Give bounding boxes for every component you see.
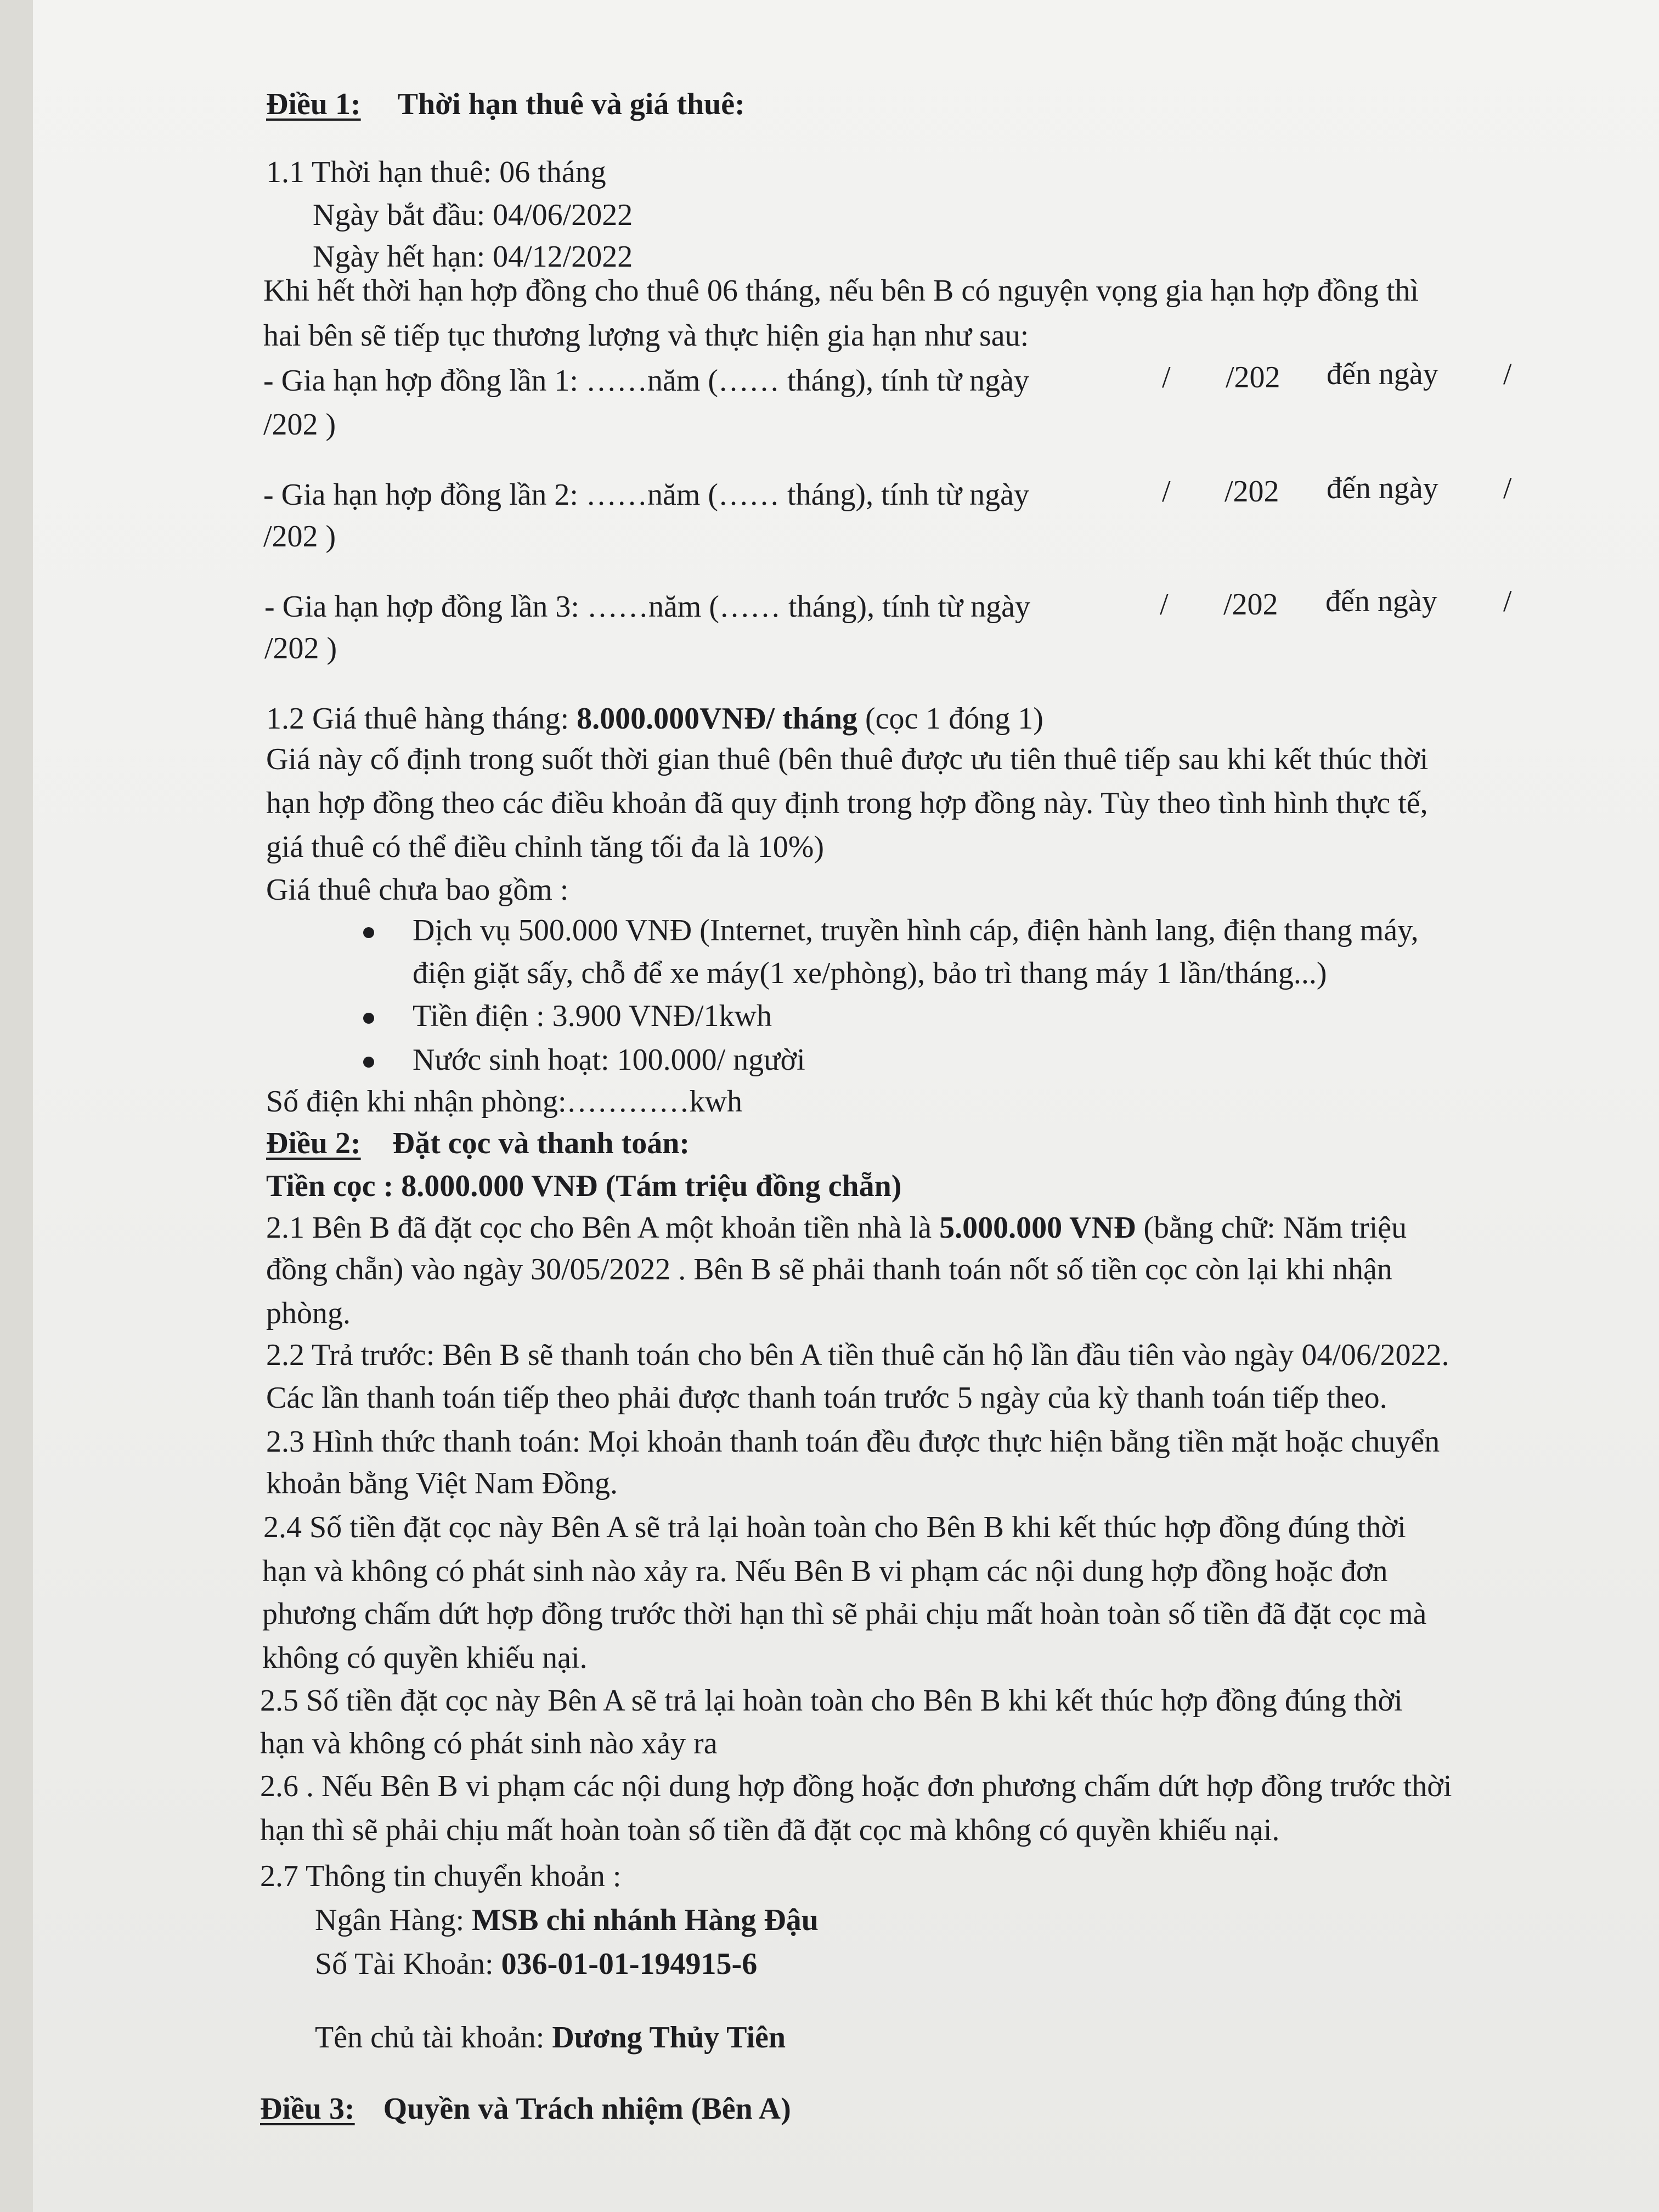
renewal-2-to-label: đến ngày: [1327, 471, 1438, 505]
renewal-3-to-label: đến ngày: [1325, 584, 1437, 618]
article-1-heading: [266, 87, 745, 122]
renewal-1-year: /202: [1226, 360, 1280, 394]
clause-2-1-text-end: (bằng chữ: Năm triệu: [1136, 1211, 1407, 1245]
clause-2-4-line-1: 2.4 Số tiền đặt cọc này Bên A sẽ trả lại hoàn toàn cho Bên B khi kết thúc hợp đồng đúng thời: [263, 1510, 1406, 1544]
clause-2-5-line-1: 2.5 Số tiền đặt cọc này Bên A sẽ trả lại hoàn toàn cho Bên B khi kết thúc hợp đồng đúng thời: [260, 1684, 1403, 1718]
renewal-1-to-label: đến ngày: [1327, 357, 1438, 391]
fixed-price-line-3: giá thuê có thể điều chỉnh tăng tối đa là 10%): [266, 830, 825, 864]
article-1-number: Điều 1:: [266, 87, 361, 121]
rental-term: 1.1 Thời hạn thuê: 06 tháng: [266, 155, 606, 189]
clause-2-1-line-3: phòng.: [266, 1296, 351, 1330]
clause-2-1-text: 2.1 Bên B đã đặt cọc cho Bên A một khoản tiền nhà là: [266, 1211, 940, 1245]
account-number: [315, 1946, 757, 1982]
renewal-1-tail: /202 ): [263, 408, 336, 442]
renewal-3-text: - Gia hạn hợp đồng lần 3: ……năm (…… tháng), tính từ ngày: [264, 590, 1030, 624]
account-label: Số Tài Khoản:: [315, 1947, 501, 1981]
renewal-intro-line-2: hai bên sẽ tiếp tục thương lượng và thực hiện gia hạn như sau:: [263, 319, 1029, 353]
article-1-title: Thời hạn thuê và giá thuê:: [397, 87, 745, 121]
deposit-total: Tiền cọc : 8.000.000 VNĐ (Tám triệu đồng chẵn): [266, 1169, 902, 1203]
article-2-number: Điều 2:: [266, 1126, 361, 1160]
article-2-title: Đặt cọc và thanh toán:: [392, 1126, 690, 1160]
article-3-heading: [260, 2091, 791, 2126]
clause-2-6-line-1: 2.6 . Nếu Bên B vi phạm các nội dung hợp đồng hoặc đơn phương chấm dứt hợp đồng trước thời: [260, 1769, 1452, 1803]
monthly-price: [266, 701, 1043, 736]
holder-value: Dương Thủy Tiên: [552, 2021, 786, 2055]
clause-2-1-line-2: đồng chẵn) vào ngày 30/05/2022 . Bên B sẽ phải thanh toán nốt số tiền cọc còn lại khi nhận: [266, 1252, 1392, 1286]
start-date: Ngày bắt đầu: 04/06/2022: [313, 198, 633, 232]
renewal-2-slash-2: /: [1503, 471, 1512, 505]
clause-2-2-line-1: 2.2 Trả trước: Bên B sẽ thanh toán cho bên A tiền thuê căn hộ lần đầu tiên vào ngày 04/06/2022.: [266, 1338, 1449, 1372]
clause-2-6-line-2: hạn thì sẽ phải chịu mất hoàn toàn số tiền đã đặt cọc mà không có quyền khiếu nại.: [260, 1813, 1280, 1847]
end-date: Ngày hết hạn: 04/12/2022: [313, 240, 633, 274]
clause-2-4-line-3: phương chấm dứt hợp đồng trước thời hạn thì sẽ phải chịu mất hoàn toàn số tiền đã đặt cọc mà: [262, 1597, 1427, 1631]
service-fee-line-2: điện giặt sấy, chỗ để xe máy(1 xe/phòng), bảo trì thang máy 1 lần/tháng...): [413, 956, 1327, 990]
bank-label: Ngân Hàng:: [315, 1903, 472, 1937]
clause-2-2-line-2: Các lần thanh toán tiếp theo phải được thanh toán trước 5 ngày của kỳ thanh toán tiếp theo.: [266, 1381, 1387, 1415]
article-3-number: Điều 3:: [260, 2092, 355, 2126]
clause-2-3-line-1: 2.3 Hình thức thanh toán: Mọi khoản thanh toán đều được thực hiện bằng tiền mặt hoặc chuyển: [266, 1425, 1440, 1459]
bullet-point: [363, 1057, 374, 1068]
renewal-2-text: - Gia hạn hợp đồng lần 2: ……năm (…… tháng), tính từ ngày: [263, 478, 1029, 512]
bullet-point: [363, 927, 374, 938]
article-2-heading: [266, 1126, 690, 1161]
renewal-3-year: /202: [1223, 588, 1278, 622]
fixed-price-line-1: Giá này cố định trong suốt thời gian thuê (bên thuê được ưu tiên thuê tiếp sau khi kết thúc thời: [266, 742, 1429, 776]
renewal-1-slash-2: /: [1503, 357, 1512, 391]
monthly-price-label: 1.2 Giá thuê hàng tháng:: [266, 702, 577, 736]
holder-label: Tên chủ tài khoản:: [315, 2021, 552, 2055]
clause-2-4-line-2: hạn và không có phát sinh nào xảy ra. Nếu Bên B vi phạm các nội dung hợp đồng hoặc đơn: [262, 1554, 1388, 1588]
clause-2-5-line-2: hạn và không có phát sinh nào xảy ra: [260, 1726, 718, 1760]
service-fee-line-1: Dịch vụ 500.000 VNĐ (Internet, truyền hình cáp, điện hành lang, điện thang máy,: [413, 913, 1419, 947]
account-holder: [315, 2020, 786, 2055]
renewal-intro-line-1: Khi hết thời hạn hợp đồng cho thuê 06 tháng, nếu bên B có nguyện vọng gia hạn hợp đồng thì: [263, 274, 1419, 308]
renewal-2-slash: /: [1162, 475, 1171, 509]
excluded-label: Giá thuê chưa bao gồm :: [266, 873, 569, 907]
monthly-price-value: 8.000.000VNĐ/ tháng: [577, 702, 857, 736]
deposit-paid-amount: 5.000.000 VNĐ: [939, 1211, 1136, 1245]
bank-value: MSB chi nhánh Hàng Đậu: [472, 1903, 819, 1937]
renewal-3-tail: /202 ): [264, 631, 337, 665]
account-value: 036-01-01-194915-6: [501, 1947, 758, 1981]
renewal-1-text: - Gia hạn hợp đồng lần 1: ……năm (…… tháng), tính từ ngày: [263, 364, 1029, 398]
bank-name: [315, 1903, 819, 1938]
bullet-point: [363, 1013, 374, 1024]
clause-2-1-line-1: [266, 1210, 1407, 1245]
monthly-price-note: (cọc 1 đóng 1): [857, 702, 1043, 736]
article-3-title: Quyền và Trách nhiệm (Bên A): [383, 2092, 791, 2126]
renewal-3-slash: /: [1160, 588, 1169, 622]
electricity-fee: Tiền điện : 3.900 VNĐ/1kwh: [413, 999, 772, 1033]
renewal-3-slash-2: /: [1503, 584, 1512, 618]
fixed-price-line-2: hạn hợp đồng theo các điều khoản đã quy định trong hợp đồng này. Tùy theo tình hình thực tế,: [266, 786, 1428, 820]
clause-2-3-line-2: khoản bằng Việt Nam Đồng.: [266, 1466, 618, 1500]
renewal-2-tail: /202 ): [263, 520, 336, 554]
meter-reading: Số điện khi nhận phòng:…………kwh: [266, 1085, 742, 1119]
clause-2-7: 2.7 Thông tin chuyển khoản :: [260, 1859, 622, 1893]
clause-2-4-line-4: không có quyền khiếu nại.: [262, 1641, 588, 1675]
renewal-1-slash: /: [1162, 360, 1171, 394]
water-fee: Nước sinh hoạt: 100.000/ người: [413, 1043, 805, 1077]
renewal-2-year: /202: [1224, 475, 1279, 509]
